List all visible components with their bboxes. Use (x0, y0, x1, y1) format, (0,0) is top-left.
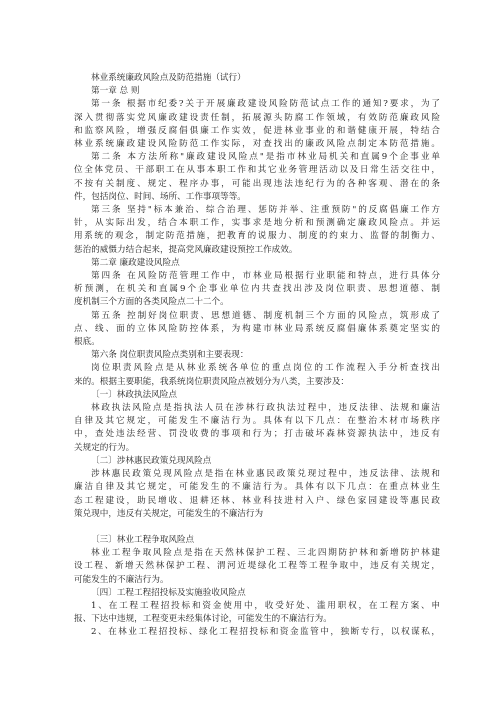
text-line: 位全体党员、干部职工在从事本职工作和其它业务管理活动以及日常生活交往中， (74, 165, 440, 176)
text-line: 根底。 (74, 337, 100, 348)
text-line: 态工程建设，助民增收、退耕还林、林业科技进村入户、绿色家园建设等惠民政 (74, 495, 440, 506)
text-line: 〔四〕工程工程招投标及实施验收风险点 (91, 587, 246, 598)
text-line: 析预测，在机关和直属9个企事业单位内共查找出涉及岗位职责、思想道德、制 (74, 284, 440, 295)
text-line: 〔三〕林业工程争取风险点 (91, 534, 195, 545)
text-line: 第一章 总 则 (91, 86, 140, 97)
text-line: 廉洁自律及其它规定，可能发生的不廉洁行为。具体有以下几点：在重点林业生 (74, 482, 440, 493)
text-line: 和监察风险，增强反腐倡俱廉工作实效，促进林业事业的和谐健康开展，特结合 (74, 125, 440, 136)
text-line: 用系统的观念，制定防范措施，把教育的说服力、制度的约束力、监督的制衡力、 (74, 231, 440, 242)
text-line: 第四条 在风险防范管理工作中，市林业局根据行业职能和特点，进行具体分 (91, 271, 440, 282)
text-line: 林业工程争取风险点是指在天然林保护工程、三北四期防护林和新增防护林建 (91, 548, 440, 559)
text-line: 2、在林业工程招投标、绿化工程招投标和资金监管中，独断专行，以权谋私， (91, 627, 440, 638)
text-line: 1、在工程工程招投标和资金使用中，收受好处、滥用职权，在工程方案、申 (91, 600, 440, 611)
text-line: 涉林惠民政策兑现风险点是指在林业惠民政策兑现过程中，违反法律、法规和 (91, 469, 440, 480)
text-line: 林业系统廉政建设风险防范工作实际，对查找出的廉政风险点制定本防范措施。 (74, 139, 440, 150)
text-line: 设工程、新增天然林保护工程、渭河近堤绿化工程等工程争取中，违反有关规定， (74, 561, 440, 572)
text-line: 惩治的威慑力结合起来，提高党风廉政建设预控工作成效。 (74, 244, 298, 255)
text-line: 深入贯彻落实党风廉政建设责任制，拓展源头防腐工作领域，有效防范廉政风险 (74, 112, 440, 123)
text-line: 不按有关制度、规定、程序办事，可能出现违法违纪行为的各种客观、潜在的条 (74, 178, 440, 189)
text-line: 第五条 控制好岗位职责、思想道德、制度机制三个方面的风险点，筑形成了 (91, 310, 440, 321)
text-line: 第三条 坚持"标本兼治、综合治理、惩防并举、注重预防"的反腐倡廉工作方 (91, 205, 440, 216)
text-line: 策兑现中，违反有关规定，可能发生的不廉洁行为 (74, 508, 264, 519)
text-line: 第二章 廉政建设风险点 (91, 257, 180, 268)
text-line: 第六条 岗位职责风险点类别和主要表现： (91, 350, 249, 361)
text-line: 来的。根据主要职能，我系统岗位职责风险点被划分为八类，主要涉及： (74, 376, 350, 387)
text-line: 件，包括岗位、时间、场所、工作事项等等。 (74, 191, 246, 202)
text-line: 关规定的行为。 (74, 442, 135, 453)
text-line (74, 521, 440, 534)
document-body (74, 72, 440, 640)
text-line: 第一条 根据市纪委?关于开展廉政建设风险防范试点工作的通知?要求，为了 (91, 99, 440, 110)
text-line: 岗位职责风险点是从林业系统各单位的重点岗位的工作流程入手分析查找出 (91, 363, 440, 374)
text-line: 林政执法风险点是指执法人员在涉林行政执法过程中，违反法律、法规和廉洁 (91, 403, 440, 414)
text-line: 可能发生的不廉洁行为。 (74, 574, 169, 585)
text-line: 点、线、面的立体风险防控体系，为构建市林业局系统反腐倡廉体系奠定坚实的 (74, 323, 440, 334)
text-line: 度机制三个方面的各类风险点二十二个。 (74, 297, 229, 308)
text-line: 报、下达中违规，工程变更未经集体讨论，可能发生的不廉洁行为。 (74, 614, 332, 625)
text-line: 中，查处违法经营、罚没收费的事项和行为；打击破坏森林资源执法中，违反有 (74, 429, 440, 440)
text-line: 自律及其它规定，可能发生不廉洁行为。具体有以下几点：在整治木材市场秩序 (74, 416, 440, 427)
text-line: 林业系统廉政风险点及防范措施（试行） (91, 73, 246, 83)
text-line: 针，从实际出发，结合本职工作，实事求是地分析和预测确定廉政风险点。并运 (74, 218, 440, 229)
text-line: 第二条 本方法所称"廉政建设风险点"是指市林业局机关和直属9个企事业单 (91, 152, 440, 163)
text-line: 〔一〕林政执法风险点 (91, 389, 177, 400)
text-line: 〔二〕涉林惠民政策兑现风险点 (91, 455, 212, 466)
